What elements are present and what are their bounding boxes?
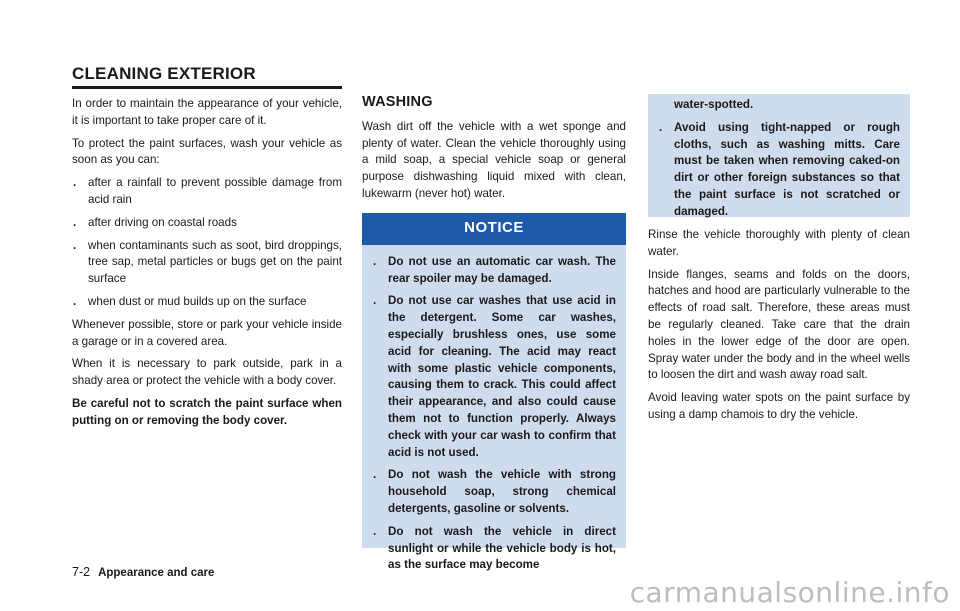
bullet-icon: . <box>73 294 77 308</box>
notice-item-text: Do not wash the vehicle in direct sunlight or while the vehicle body is hot, as the surface may become <box>388 524 616 572</box>
watermark: carmanualsonline.info <box>629 576 950 609</box>
notice-box <box>362 245 626 572</box>
list-item <box>72 238 342 288</box>
page-number: 7-2 <box>72 565 91 579</box>
list-item-text: when dust or mud builds up on the surface <box>88 294 307 308</box>
bullet-icon: . <box>373 468 377 482</box>
rinse-column <box>648 94 910 430</box>
bullet-icon: . <box>73 238 77 252</box>
notice-item-text: Do not wash the vehicle with strong household soap, strong chemical detergents, gasoline or solvents. <box>388 468 616 515</box>
washing-heading: WASHING <box>362 94 433 110</box>
notice-item-text: Do not use car washes that use acid in the detergent. Some car washes, especially brushless ones, use some acid for cleaning. The acid may react with some plastic vehicle components, causing them to crack. This could affect their appearance, and also could cause them not to function properly. Always check with your car wash to confirm that acid is not used. <box>388 294 616 459</box>
park-outside-paragraph: When it is necessary to park outside, park in a shady area or protect the vehicle with a body cover. <box>72 357 342 388</box>
body-cover-warning: Be careful not to scratch the paint surface when putting on or removing the body cover. <box>72 396 342 427</box>
section-title: CLEANING EXTERIOR <box>72 64 256 83</box>
washing-intro: Wash dirt off the vehicle with a wet sponge and plenty of water. Clean the vehicle thoroughly using a mild soap, a special vehicle soap or general purpose dishwashing liquid mixed with clean, lukewarm (never hot) water. <box>362 119 626 200</box>
flanges-paragraph: Inside flanges, seams and folds on the doors, hatches and hood are particularly vulnerable to the effects of road salt. Therefore, these areas must be regularly cleaned. Take care that the drain holes in the lower edge of the door are open. Spray water under the body and in the wheel wells to loosen the dirt and wash away road salt. <box>648 267 910 382</box>
list-item <box>72 294 342 311</box>
notice-item-text: water-spotted. <box>674 98 754 111</box>
list-item-text: after driving on coastal roads <box>88 215 237 229</box>
bullet-icon: . <box>659 120 663 134</box>
bullet-icon: . <box>373 294 377 308</box>
notice-item <box>372 467 616 517</box>
notice-item <box>658 97 900 114</box>
water-spots-paragraph: Avoid leaving water spots on the paint surface by using a damp chamois to dry the vehicle. <box>648 391 910 421</box>
list-item-text: when contaminants such as soot, bird droppings, tree sap, metal particles or bugs get on the paint surface <box>88 238 342 286</box>
page-footer <box>72 565 214 579</box>
list-item <box>72 175 342 209</box>
notice-item <box>372 254 616 288</box>
notice-item <box>658 120 900 221</box>
section-title-rule <box>72 86 342 89</box>
washing-column <box>362 94 626 572</box>
notice-item <box>372 293 616 461</box>
rinse-paragraph: Rinse the vehicle thoroughly with plenty of clean water. <box>648 228 910 258</box>
notice-header <box>362 213 626 245</box>
bullet-icon: . <box>373 524 377 538</box>
bullet-icon: . <box>73 215 77 229</box>
notice-item-text: Avoid using tight-napped or rough cloths, such as washing mitts. Care must be taken when removing caked-on dirt or other foreign substances so that the paint surface is not scratched or damaged. <box>674 120 900 218</box>
list-item <box>72 215 342 232</box>
intro-paragraph: In order to maintain the appearance of your vehicle, it is important to take proper care of it. <box>72 97 342 127</box>
notice-item <box>372 524 616 574</box>
bullet-icon: . <box>373 254 377 268</box>
notice-item-text: Do not use an automatic car wash. The rear spoiler may be damaged. <box>388 254 616 285</box>
protect-paragraph: To protect the paint surfaces, wash your vehicle as soon as you can: <box>72 136 342 167</box>
bullet-icon: . <box>73 176 77 190</box>
notice-title: NOTICE <box>464 219 524 237</box>
garage-paragraph: Whenever possible, store or park your vehicle inside a garage or in a covered area. <box>72 317 342 348</box>
section-name: Appearance and care <box>98 567 215 579</box>
notice-box-continued <box>648 94 910 217</box>
list-item-text: after a rainfall to prevent possible damage from acid rain <box>88 176 342 206</box>
intro-column <box>72 96 342 436</box>
